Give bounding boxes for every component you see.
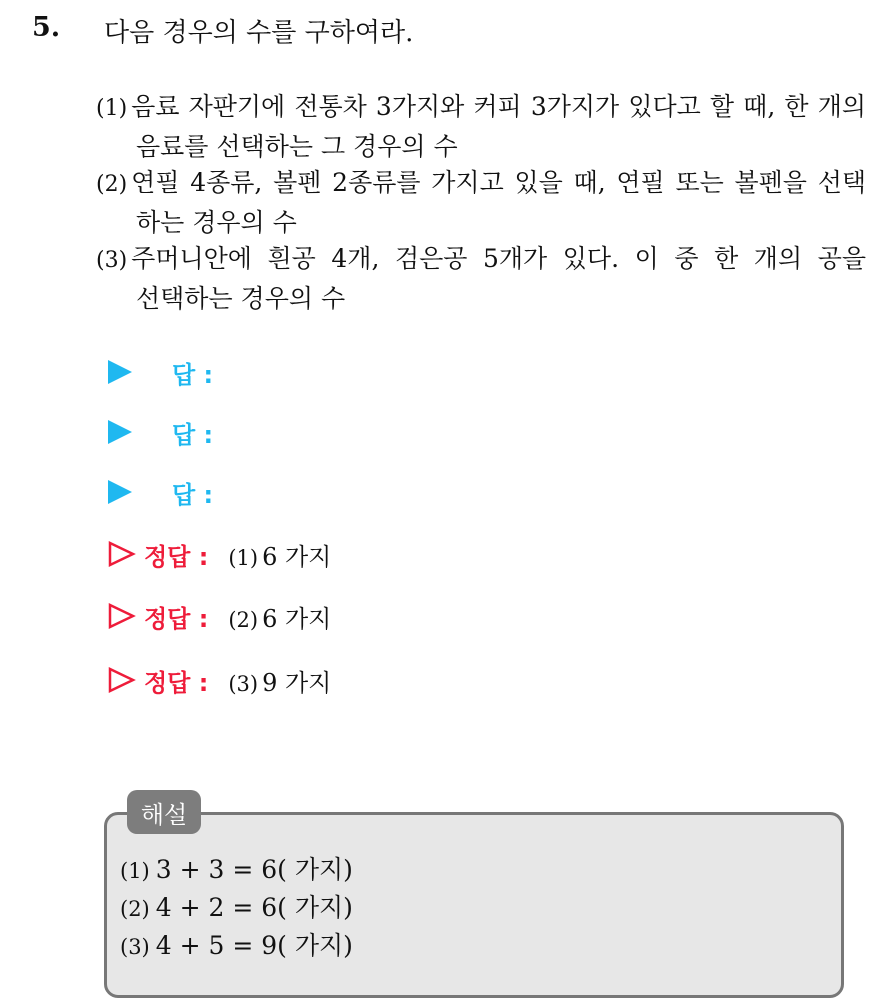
correct-answer-row-2 bbox=[108, 596, 331, 636]
question-title: 다음 경우의 수를 구하여라. bbox=[104, 18, 414, 48]
answer-row-3[interactable] bbox=[108, 472, 213, 512]
correct-answer-number: (3) bbox=[228, 671, 259, 696]
sub-question-text-cont: 하는 경우의 수 bbox=[136, 208, 297, 237]
correct-answer-value: 6 가지 bbox=[262, 604, 332, 633]
play-icon bbox=[108, 480, 132, 504]
correct-answer-row-1 bbox=[108, 534, 331, 574]
correct-answer-label: 정답 : bbox=[144, 668, 209, 697]
solution-line-1 bbox=[120, 850, 353, 886]
sub-question-text: 주머니안에 흰공 4개, 검은공 5개가 있다. 이 중 한 개의 공을 bbox=[131, 244, 866, 273]
solution-line-3 bbox=[120, 926, 353, 962]
solution-number: (2) bbox=[120, 897, 150, 921]
solution-tab: 해설 bbox=[127, 790, 201, 834]
correct-answer-label: 정답 : bbox=[144, 542, 209, 571]
solution-expression: 3 + 3 = 6( 가지) bbox=[155, 855, 353, 884]
question-number: 5. bbox=[32, 12, 61, 43]
answer-row-1[interactable] bbox=[108, 352, 213, 392]
solution-number: (1) bbox=[120, 859, 150, 883]
play-icon bbox=[108, 360, 132, 384]
answer-row-2[interactable] bbox=[108, 412, 213, 452]
sub-question-number: (2) bbox=[96, 172, 128, 197]
answer-label: 답 : bbox=[172, 420, 214, 449]
play-outline-icon bbox=[108, 667, 136, 693]
sub-question-text-cont: 음료를 선택하는 그 경우의 수 bbox=[136, 132, 458, 161]
answer-label: 답 : bbox=[172, 360, 214, 389]
sub-question-3 bbox=[96, 240, 866, 318]
play-outline-icon bbox=[108, 541, 136, 567]
play-outline-icon bbox=[108, 603, 136, 629]
sub-question-text: 연필 4종류, 볼펜 2종류를 가지고 있을 때, 연필 또는 볼펜을 선택 bbox=[131, 168, 866, 197]
solution-expression: 4 + 2 = 6( 가지) bbox=[155, 893, 353, 922]
answer-label: 답 : bbox=[172, 480, 214, 509]
sub-question-2 bbox=[96, 164, 866, 242]
solution-expression: 4 + 5 = 9( 가지) bbox=[155, 931, 353, 960]
solution-number: (3) bbox=[120, 935, 150, 959]
sub-question-text: 음료 자판기에 전통차 3가지와 커피 3가지가 있다고 할 때, 한 개의 bbox=[131, 92, 866, 121]
sub-question-number: (1) bbox=[96, 96, 128, 121]
correct-answer-row-3 bbox=[108, 660, 331, 700]
sub-question-text-cont: 선택하는 경우의 수 bbox=[136, 284, 346, 313]
play-icon bbox=[108, 420, 132, 444]
solution-line-2 bbox=[120, 888, 353, 924]
correct-answer-number: (1) bbox=[228, 545, 259, 570]
correct-answer-number: (2) bbox=[228, 607, 259, 632]
correct-answer-value: 6 가지 bbox=[262, 542, 332, 571]
correct-answer-value: 9 가지 bbox=[262, 668, 332, 697]
correct-answer-label: 정답 : bbox=[144, 604, 209, 633]
sub-question-number: (3) bbox=[96, 248, 128, 273]
sub-question-1 bbox=[96, 88, 866, 166]
